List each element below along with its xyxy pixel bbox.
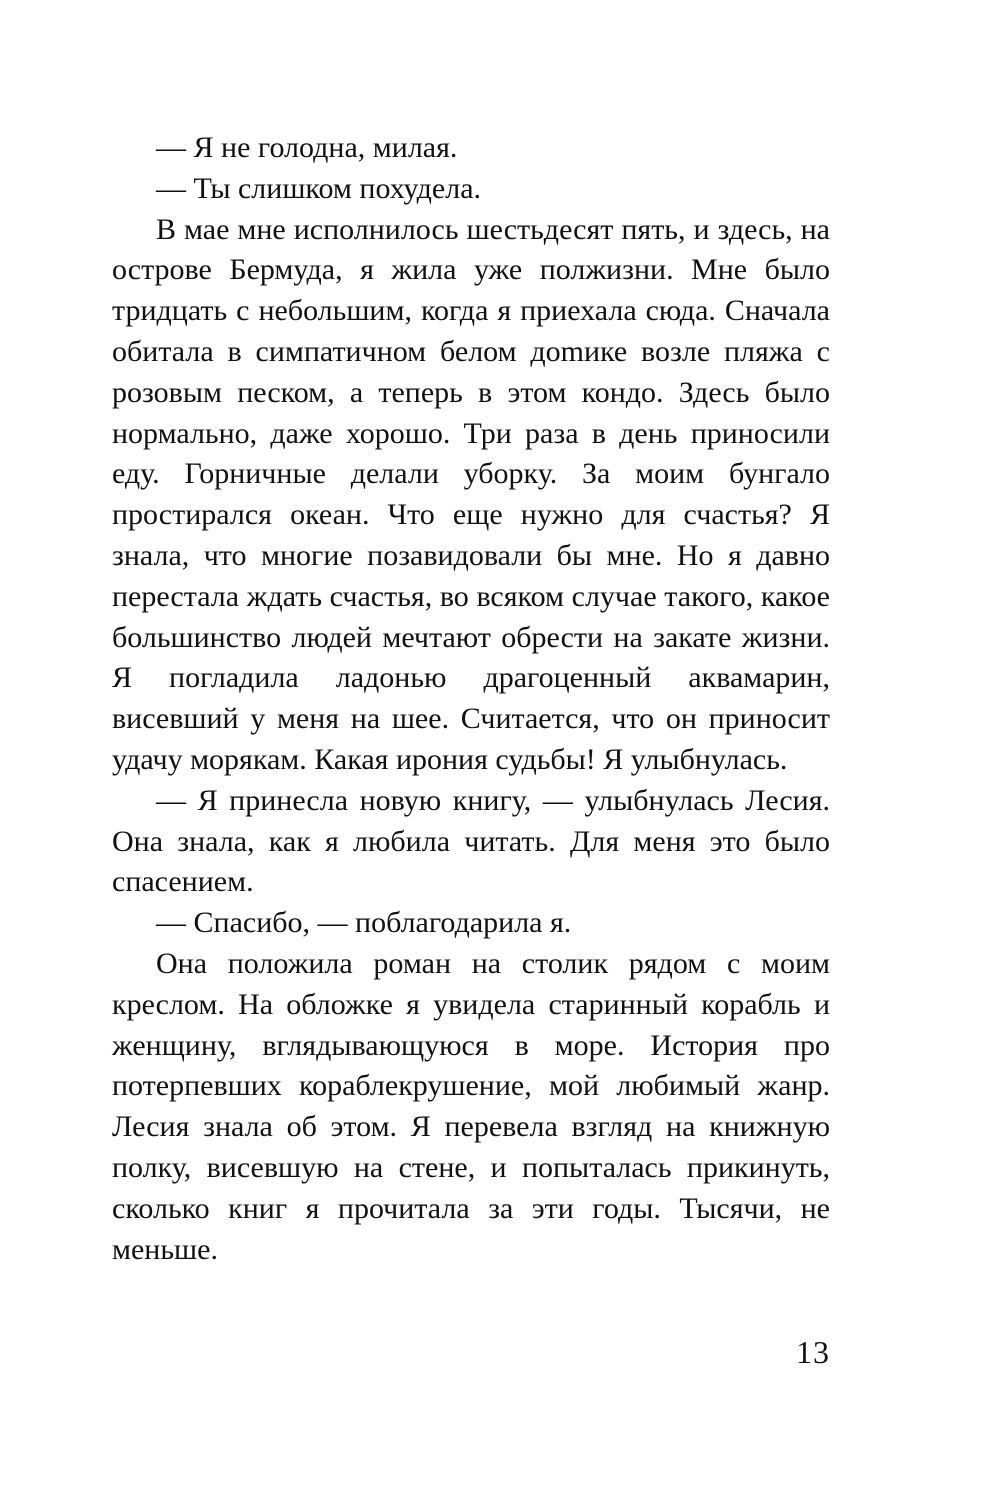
book-page-text — [112, 128, 830, 1270]
paragraph-narrative-2: Она положила роман на столик рядом с моим креслом. На обложке я увидела старинный корабль и женщину, вглядывающуюся в море. История про потерпевших кораблекрушение, мой любимый жанр. Лесия знала об этом. Я перевела взгляд на книжную полку, висевшую на стене, и попыталась прикинуть, сколько книг я прочитала за эти годы. Тысячи, не меньше. — [112, 946, 830, 1266]
page-number: 13 — [796, 1334, 830, 1370]
paragraph-dialog-1: — Я не голодна, милая. — [156, 131, 458, 164]
paragraph-narrative-1: В мае мне исполнилось шестьдесят пять, и здесь, на острове Бермуда, я жила уже полжизни. Мне было тридцать с небольшим, когда я приехала сюда. Сначала обитала в симпатичном белом доmике возле пляжа с розовым песком, а теперь в этом кондо. Здесь было нормально, даже хорошо. Три раза в день приносили еду. Горничные делали уборку. За моим бунгало простирался океан. Что еще нужно для счастья? Я знала, что многие позавидовали бы мне. Но я давно перестала ждать счастья, во всяком случае такого, какое большинство людей мечтают обрести на закате жизни. Я погладила ладонью драгоценный аквамарин, висевший у меня на шее. Считается, что он приносит удачу морякам. Какая ирония судьбы! Я улыбнулась. — [112, 212, 830, 776]
paragraph-dialog-2: — Ты слишком похудела. — [156, 171, 482, 205]
paragraph-dialog-3: — Я принесла новую книгу, — улыбнулась Лесия. Она знала, как я любила читать. Для меня это было спасением. — [112, 783, 830, 899]
paragraph-dialog-4: — Спасибо, — поблагодарила я. — [156, 906, 572, 940]
